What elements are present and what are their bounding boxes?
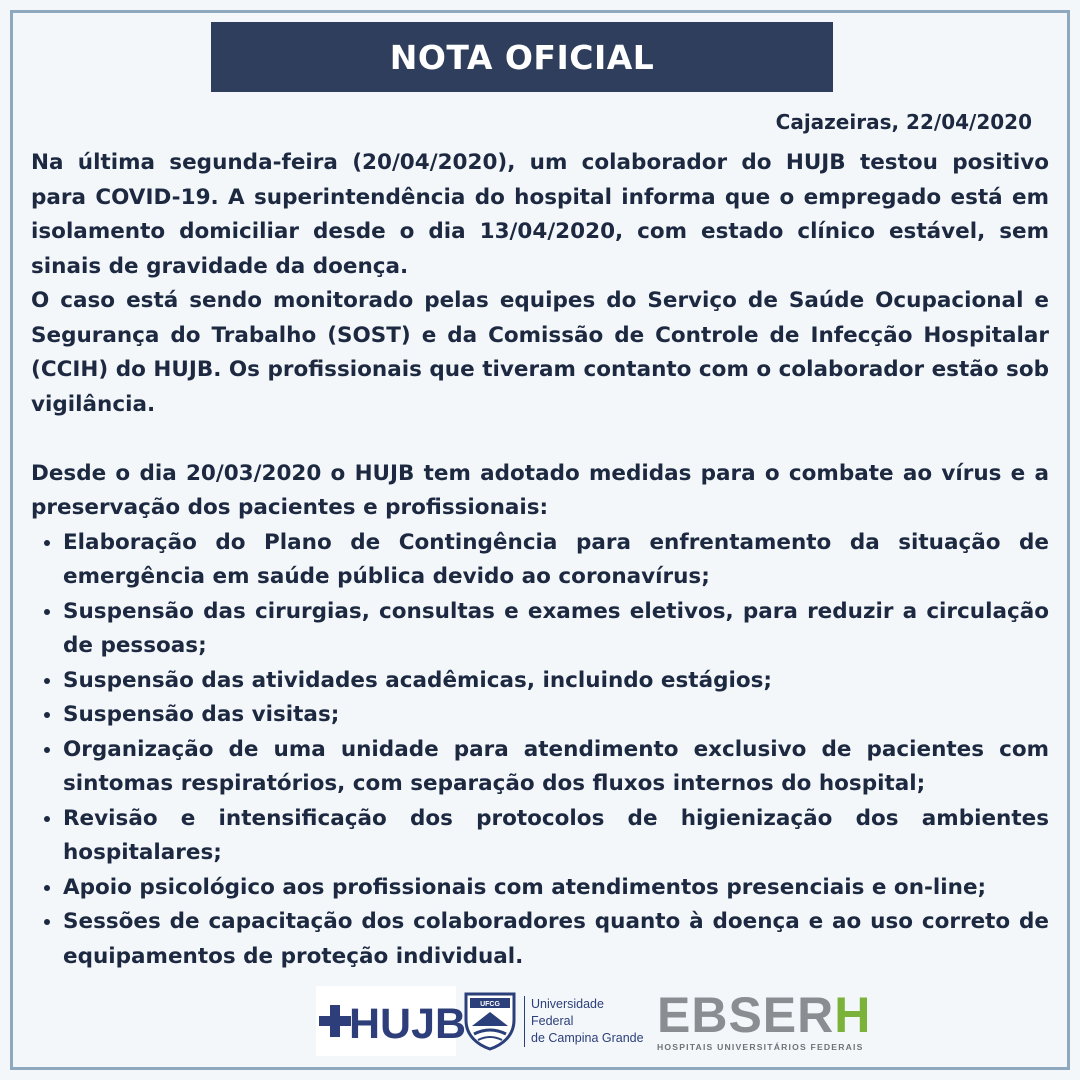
date-line: Cajazeiras, 22/04/2020 [775, 110, 1032, 134]
ufcg-line-2: de Campina Grande [531, 1030, 644, 1045]
measures-list [31, 526, 1049, 975]
hujb-logo [316, 986, 467, 1056]
ufcg-name [524, 996, 647, 1047]
logo-strip [316, 985, 896, 1057]
ufcg-crest-icon [462, 990, 518, 1052]
list-item: • Elaboração do Plano de Contingência para enfrentamento da situação de emergência em saúde pública devido ao coronavírus; [63, 526, 1049, 595]
ufcg-line-1: Universidade Federal [531, 996, 604, 1028]
list-item: • Sessões de capacitação dos colaboradores quanto à doença e ao uso correto de equipamentos de proteção individual. [63, 905, 1049, 974]
title-banner [211, 22, 833, 92]
ebserh-logo [657, 987, 872, 1052]
paragraph-measures-intro: Desde o dia 20/03/2020 o HUJB tem adotado medidas para o combate ao vírus e a preservação dos pacientes e profissionais: [31, 460, 1049, 520]
list-item: • Revisão e intensificação dos protocolos de higienização dos ambientes hospitalares; [63, 802, 1049, 871]
ebserh-tagline: HOSPITAIS UNIVERSITÁRIOS FEDERAIS [657, 1042, 864, 1052]
ufcg-badge-text: UFCG [480, 1001, 500, 1008]
page-title: NOTA OFICIAL [389, 37, 655, 77]
list-item: • Apoio psicológico aos profissionais com atendimentos presenciais e on-line; [63, 871, 1049, 906]
paragraph-monitoring: O caso está sendo monitorado pelas equipes do Serviço de Saúde Ocupacional e Segurança do Trabalho (SOST) e da Comissão de Controle de Infecção Hospitalar (CCIH) do HUJB. Os profissionais que tiveram contanto com o colaborador estão sob vigilância. [31, 288, 1049, 417]
ufcg-logo [462, 986, 647, 1056]
list-item: • Suspensão das visitas; [63, 698, 1049, 733]
list-item: • Organização de uma unidade para atendimento exclusivo de pacientes com sintomas respiratórios, com separação dos fluxos internos do hospital; [63, 733, 1049, 802]
hujb-logo-text: HUJB [349, 1000, 467, 1048]
ebserh-wordmark [657, 987, 872, 1043]
list-item: • Suspensão das cirurgias, consultas e exames eletivos, para reduzir a circulação de pessoas; [63, 595, 1049, 664]
paragraph-case: Na última segunda-feira (20/04/2020), um colaborador do HUJB testou positivo para COVID-19. A superintendência do hospital informa que o empregado está em isolamento domiciliar desde o dia 13/04/2020, com estado clínico estável, sem sinais de gravidade da doença. [31, 150, 1049, 279]
ebserh-wordmark-grey: EBSER [657, 987, 835, 1043]
ebserh-wordmark-green: H [834, 987, 872, 1043]
list-item: • Suspensão das atividades acadêmicas, incluindo estágios; [63, 664, 1049, 699]
note-body [31, 146, 1049, 974]
hujb-logo-mark [319, 996, 467, 1048]
paragraph-spacer [31, 422, 1049, 457]
